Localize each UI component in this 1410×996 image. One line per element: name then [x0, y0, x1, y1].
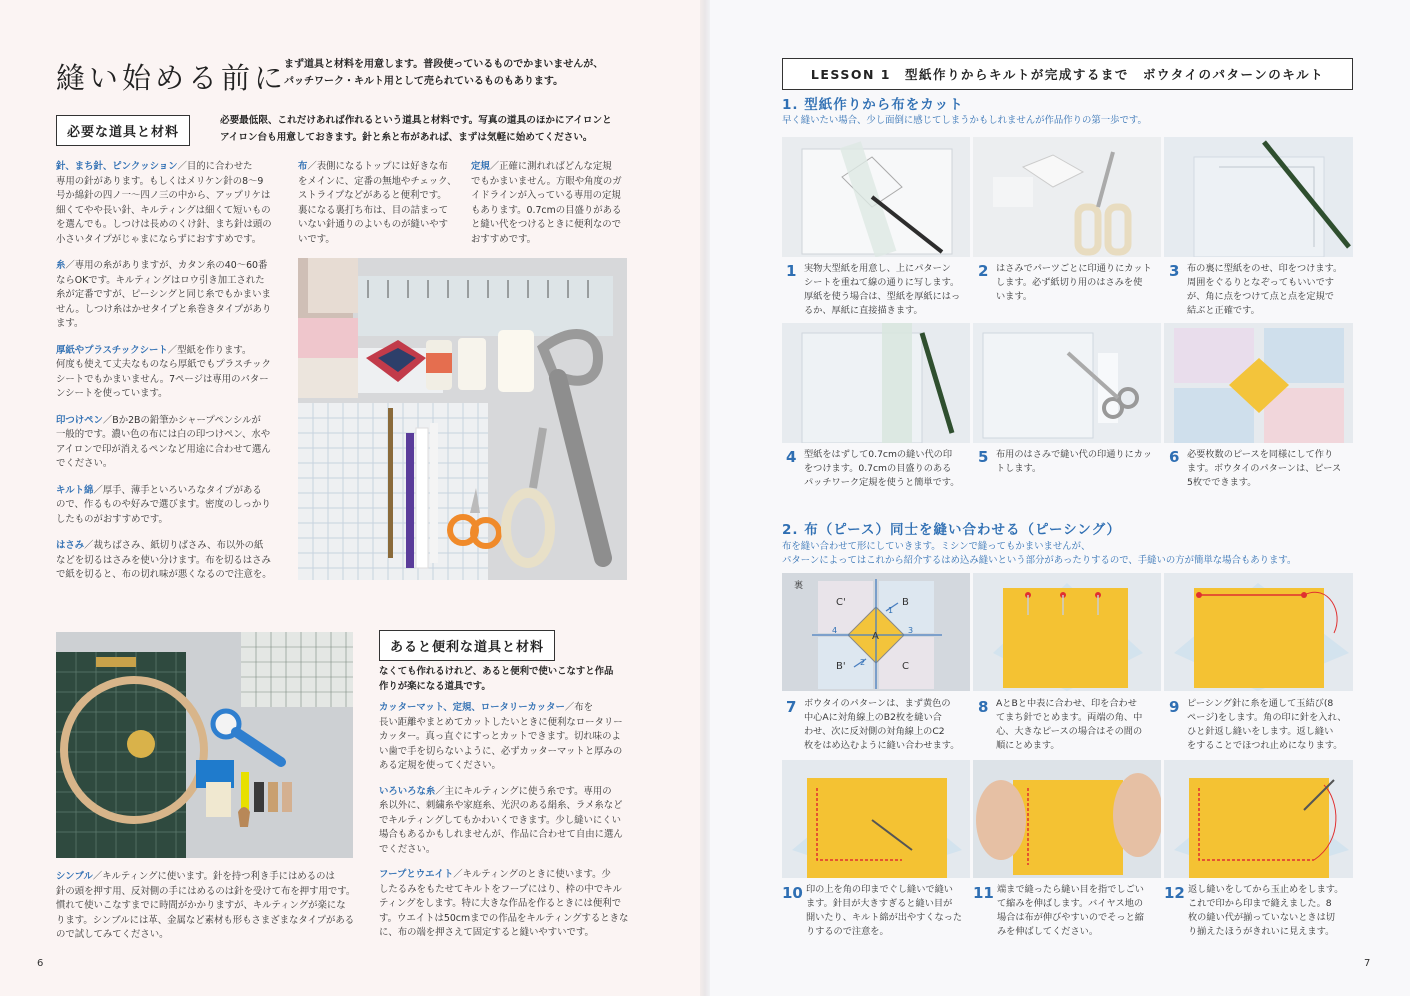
step-number: 10 [782, 884, 803, 902]
caption-line: 中心Aに対角線上のB2枚を縫い合 [804, 712, 942, 723]
intro-line: まず道具と材料を用意します。普段使っているものでかまいませんが、 [284, 59, 604, 70]
text-line: いです。 [298, 233, 335, 245]
caption-line: これで印から印まで縫えました。8 [1188, 898, 1332, 909]
text-line: 糸が定番ですが、ピーシングと同じ糸でもかまいま [56, 289, 271, 300]
text-line: ／キルティングのときに使います。少 [453, 869, 611, 880]
text-line: で紙を切ると、布の切れ味が悪くなるので注意を。 [56, 569, 272, 580]
text-line: ンシートを使っています。 [56, 388, 168, 399]
step-caption [1187, 262, 1352, 318]
text-line: をメインに、定番の無地やチェック、 [298, 175, 457, 187]
diagram-num-4: 4 [832, 626, 838, 635]
step-number: 11 [973, 884, 994, 902]
caption-line: AとBと中表に合わせ、印を合わせ [996, 698, 1137, 709]
text-line: ならOKです。キルティングはロウ引き加工された [56, 274, 265, 286]
keyword: キルト綿 [56, 484, 94, 496]
step-caption [996, 448, 1161, 476]
caption-line: 布の裏に型紙をのせ、印をつけます。 [1187, 263, 1343, 274]
essential-heading: 必要な道具と材料 [56, 115, 190, 146]
section1-heading: 1. 型紙作りから布をカット [782, 97, 964, 113]
caption-line: 印の上を角の印までぐし縫いで縫い [806, 884, 953, 895]
step-caption [1187, 448, 1352, 490]
text-line: ／厚手、薄手といろいろなタイプがある [93, 484, 262, 496]
step-number: 5 [978, 448, 989, 466]
text-line: せん。しつけ糸はかせタイプと糸巻きタイプがあり [56, 303, 272, 315]
caption-line: わせ、次に反対側の対角線上のC2 [804, 726, 945, 737]
step-photo [973, 137, 1161, 257]
caption-line: 型紙をはずして0.7cmの縫い代の印 [804, 449, 953, 460]
convenient-heading: あると便利な道具と材料 [379, 630, 555, 661]
text-line: おすすめです。 [471, 233, 536, 245]
text-line: を選んでも。しつけは長めのくけ針、まち針は頭の [56, 219, 272, 230]
text-line: に、布の端を押さえて固定すると縫いやすいです。 [379, 927, 594, 938]
caption-line: みを伸ばしてください。 [997, 926, 1099, 937]
step-photo [1164, 137, 1353, 257]
section2-heading: 2. 布（ピース）同士を縫い合わせる（ピーシング） [782, 522, 1121, 538]
text-line: ／キルティングに使います。針を持つ利き手にはめるのは [92, 871, 335, 882]
step-number: 9 [1169, 698, 1180, 716]
keyword: カッターマット、定規、ロータリーカッター [379, 702, 565, 713]
step-photo [1164, 323, 1353, 443]
keyword: 針、まち針、ピンクッション [56, 161, 178, 172]
page-number-left: 6 [37, 958, 44, 969]
caption-line: 枚をはめ込むように縫い合わせます。 [804, 740, 960, 751]
caption-line: 周囲をぐるりとなぞってもいいです [1187, 277, 1334, 288]
text-line: ので試してみてください。 [56, 929, 169, 940]
convenient-intro [379, 664, 649, 694]
keyword: フープとウエイト [379, 869, 454, 880]
text-line: 慣れて使いこなすまでに時間がかかりますが、キルティングが楽にな [56, 900, 346, 911]
text-line: いない針通りのよいものが縫いやす [298, 219, 449, 230]
caption-line: 端まで縫ったら縫い目を指でしごい [997, 884, 1144, 895]
step-number: 3 [1169, 262, 1180, 280]
caption-line: りするので注意を。 [806, 926, 889, 937]
convenient-items [379, 701, 649, 941]
text-line: 専用の針があります。もしくはメリケン針の8〜9 [56, 175, 264, 187]
step-number: 7 [786, 698, 797, 716]
convenient-photo [56, 632, 353, 858]
caption-line: はさみでパーツごとに印通りにカット [996, 263, 1152, 274]
text-line: す。ウエイトは50cmまでの作品をキルティングするときな [379, 912, 629, 924]
step-photo [782, 323, 970, 443]
keyword: 糸 [56, 260, 66, 271]
text-line: もあります。0.7cmの目盛りがある [471, 204, 622, 216]
diagram-label-a: A [872, 631, 879, 642]
text-line: カッター。真っ直ぐにすっとカットできます。切れ味のよ [379, 731, 621, 742]
step-caption [996, 262, 1161, 304]
text-line: 何度も使えて丈夫なものなら厚紙でもプラスチック [56, 359, 271, 370]
caption-line: 枚の縫い代が揃っていないときは切 [1188, 912, 1335, 923]
diagram-num-2: 2 [860, 658, 866, 667]
step-photo [1164, 573, 1353, 691]
step-caption [1188, 883, 1353, 939]
intro-line: 作りが楽になる道具です。 [379, 681, 491, 692]
diagram-label-ura: 裏 [794, 581, 804, 591]
text-line: したものがおすすめです。 [56, 513, 168, 525]
list-item [379, 701, 649, 774]
text-line: アイロンで印が消えるペンなど用途に合わせて選ん [56, 443, 271, 455]
caption-line: ます。針目が大きすぎると縫い目が [806, 898, 953, 909]
list-item [379, 868, 649, 941]
step-number: 1 [786, 262, 797, 280]
text-line: イドラインが入っている専用の定規 [471, 190, 621, 201]
step-caption [804, 262, 969, 318]
step-number: 2 [978, 262, 989, 280]
step-caption [804, 697, 969, 753]
caption-line: 必要枚数のピースを同様にして作り [1187, 449, 1334, 460]
essential-col1 [56, 160, 288, 583]
essential-col3 [471, 160, 636, 247]
text-line: ティングをします。特に大きな作品を作るときには便利で [379, 898, 622, 909]
text-line: ／型紙を作ります。 [167, 344, 252, 356]
text-line: ／Bか2Bの鉛筆かシャープペンシルが [102, 414, 261, 426]
thimble-text [56, 870, 356, 943]
text-line: 一般的です。濃い色の布には白の印つけペン、水や [56, 429, 271, 440]
caption-line: ピーシング針に糸を通して玉結び(8 [1187, 698, 1334, 709]
diagram-label-cp: C' [836, 597, 846, 608]
caption-line: ページ)をします。角の印に針を入れ、 [1187, 712, 1347, 723]
caption-line: 場合は布が伸びやすいのでそっと縮 [997, 912, 1144, 923]
step-caption [996, 697, 1161, 753]
text-line: 針の頭を押す用、反対側の手にはめるのは針を受けて布を押す用です。 [56, 885, 356, 897]
caption-line: ひと針返し縫いをします。返し縫い [1187, 726, 1334, 737]
text-line: ストライプなどがあると便利です。 [298, 190, 447, 201]
caption-line: をすることでほつれ止めになります。 [1187, 740, 1343, 751]
step-caption [804, 448, 969, 490]
diagram-num-3: 3 [908, 626, 914, 635]
keyword: いろいろな糸 [379, 785, 436, 797]
caption-line: 結ぶと正確です。 [1187, 305, 1260, 316]
caption-line: ボウタイのパターンは、まず黄色の [804, 698, 951, 709]
caption-line: トします。 [996, 463, 1042, 474]
list-item [379, 785, 649, 858]
text-line: ます。 [56, 318, 84, 329]
caption-line: 心、大きなピースの場合はその間の [996, 726, 1143, 737]
text-line: ／布を [564, 702, 594, 713]
caption-line: 順にとめます。 [996, 740, 1060, 751]
essential-col2 [298, 160, 468, 247]
diagram-num-1: 1 [888, 606, 894, 615]
step-caption [997, 883, 1162, 939]
caption-line: シートを重ねて線の通りに写します。 [804, 277, 960, 288]
text-line: 小さいタイプがじゃまにならずにおすすめです。 [56, 233, 262, 245]
text-line: 号か綿針の四ノ一〜四ノ三の中から、アップリケは [56, 190, 271, 201]
caption-line: 返し縫いをしてから玉止めをします。 [1188, 884, 1344, 895]
keyword: シンブル [56, 871, 93, 882]
caption-line: り揃えたほうがきれいに見えます。 [1188, 926, 1335, 937]
step-number: 8 [978, 698, 989, 716]
sub-line: 布を縫い合わせて形にしていきます。ミシンで縫ってもかまいませんが、 [782, 541, 1091, 552]
caption-line: て縮みを伸ばします。バイヤス地の [997, 898, 1144, 909]
step-caption [1187, 697, 1352, 753]
list-item [56, 539, 288, 583]
text-line: 長い距離やまとめてカットしたいときに便利なロータリー [379, 716, 623, 728]
tools-photo [298, 258, 627, 580]
keyword: 定規 [471, 161, 490, 172]
text-line: ／主にキルティングに使う糸です。専用の [435, 785, 612, 797]
caption-line: るか、厚紙に直接描きます。 [804, 305, 923, 316]
intro-line: なくても作れるけれど、あると便利で使いこなすと作品 [379, 666, 614, 677]
intro-line: 必要最低限、これだけあれば作れるという道具と材料です。写真の道具のほかにアイロンと [220, 115, 612, 126]
text-line: ります。シンブルには革、金属など素材も形もさまざまなタイプがある [56, 914, 355, 926]
text-line: でもかまいません。方眼や角度のガ [471, 175, 622, 187]
section2-sub [782, 540, 1353, 568]
text-line: 細くてやや長い針、キルティングは細くて短いもの [56, 204, 271, 216]
essential-intro [220, 112, 640, 146]
caption-line: 実物大型紙を用意し、上にパターン [804, 263, 951, 274]
list-item [56, 484, 288, 528]
step-caption [806, 883, 971, 939]
text-line: シートでもかまいません。7ページは専用のパター [56, 373, 269, 385]
text-line: でください。 [379, 843, 436, 855]
caption-line: 厚紙を使う場合は、型紙を厚紙にはっ [804, 291, 961, 302]
list-item [56, 160, 288, 247]
text-line: ／表側になるトップには好きな布 [307, 161, 448, 172]
caption-line: をつけます。0.7cmの目盛りのある [804, 463, 952, 474]
keyword: 布 [298, 161, 308, 172]
text-line: ／裁ちばさみ、紙切りばさみ、布以外の紙 [84, 540, 264, 551]
keyword: 厚紙やプラスチックシート [56, 344, 168, 356]
intro-line: パッチワーク・キルト用として売られているものもあります。 [284, 76, 564, 87]
step-photo [1164, 760, 1353, 878]
page-title: 縫い始める前に [56, 61, 288, 95]
text-line: ので、作るものや好みで選びます。密度のしっかり [56, 499, 271, 510]
caption-line: 開いたり、キルト綿が出やすくなった [806, 912, 963, 923]
text-line: ある定規を使ってください。 [379, 760, 501, 771]
text-line: 糸以外に、刺繍糸や家庭糸、光沢のある絹糸、ラメ糸など [379, 800, 623, 811]
page-number-right: 7 [1364, 958, 1371, 969]
keyword: 印つけペン [56, 414, 103, 426]
step-number: 6 [1169, 448, 1180, 466]
text-line: でください。 [56, 458, 113, 469]
text-line: ／専用の糸がありますが、カタン糸の40〜60番 [65, 260, 268, 271]
caption-line: が、角に点をつけて点と点を定規で [1187, 291, 1334, 302]
step-number: 12 [1164, 884, 1185, 902]
list-item [56, 414, 288, 472]
step-photo [973, 323, 1161, 443]
step-photo [782, 137, 970, 257]
text-line: でキルティングしてもかわいくできます。少し縫いにくい [379, 814, 621, 826]
text-line: 場合もあるかもしれませんが、作品に合わせて自由に選ん [379, 829, 623, 840]
text-line: ／正確に測れればどんな定規 [489, 161, 612, 172]
step-number: 4 [786, 448, 797, 466]
caption-line: パッチワーク定規を使うと簡単です。 [804, 477, 960, 488]
step-photo [782, 760, 970, 878]
caption-line: 布用のはさみで縫い代の印通りにカッ [996, 449, 1153, 460]
step-photo [973, 760, 1161, 878]
page-intro [284, 56, 664, 90]
caption-line: 5枚でできます。 [1187, 477, 1257, 488]
caption-line: てまち針でとめます。両端の角、中 [996, 712, 1143, 723]
bowtie-diagram [782, 573, 970, 691]
text-line: い歯で手を切らないように、必ずカッターマットと厚みの [379, 745, 623, 757]
diagram-label-bp: B' [836, 661, 846, 672]
diagram-label-c: C [902, 661, 909, 672]
caption-line: います。 [996, 291, 1033, 302]
step-photo [973, 573, 1161, 691]
diagram-label-b: B [902, 597, 909, 608]
list-item [56, 344, 288, 402]
section1-sub: 早く縫いたい場合、少し面倒に感じてしまうかもしれませんが作品作りの第一歩です。 [782, 115, 1147, 126]
text-line: ／目的に合わせた [177, 161, 253, 172]
caption-line: ます。ボウタイのパターンは、ピース [1187, 463, 1342, 474]
text-line: などを切るはさみを使い分けます。布を切るはさみ [56, 554, 271, 566]
text-line: と縫い代をつけるときに便利なので [471, 219, 622, 230]
keyword: はさみ [56, 540, 85, 551]
list-item [56, 259, 288, 332]
gutter [700, 0, 710, 996]
text-line: 裏になる裏打ち布は、目の詰まって [298, 204, 449, 216]
caption-line: します。必ず紙切り用のはさみを使 [996, 277, 1143, 288]
lesson-title: LESSON 1 型紙作りからキルトが完成するまで ボウタイのパターンのキルト [782, 58, 1353, 90]
sub-line: パターンによってはこれから紹介するはめ込み縫いという部分があったりするので、手縫いの方が簡単な場合もあります。 [782, 555, 1297, 566]
text-line: したるみをもたせてキルトをフープにはり、枠の中でキル [379, 883, 622, 895]
intro-line: アイロン台も用意しておきます。針と糸と布があれば、まずは気軽に始めてください。 [220, 132, 593, 143]
